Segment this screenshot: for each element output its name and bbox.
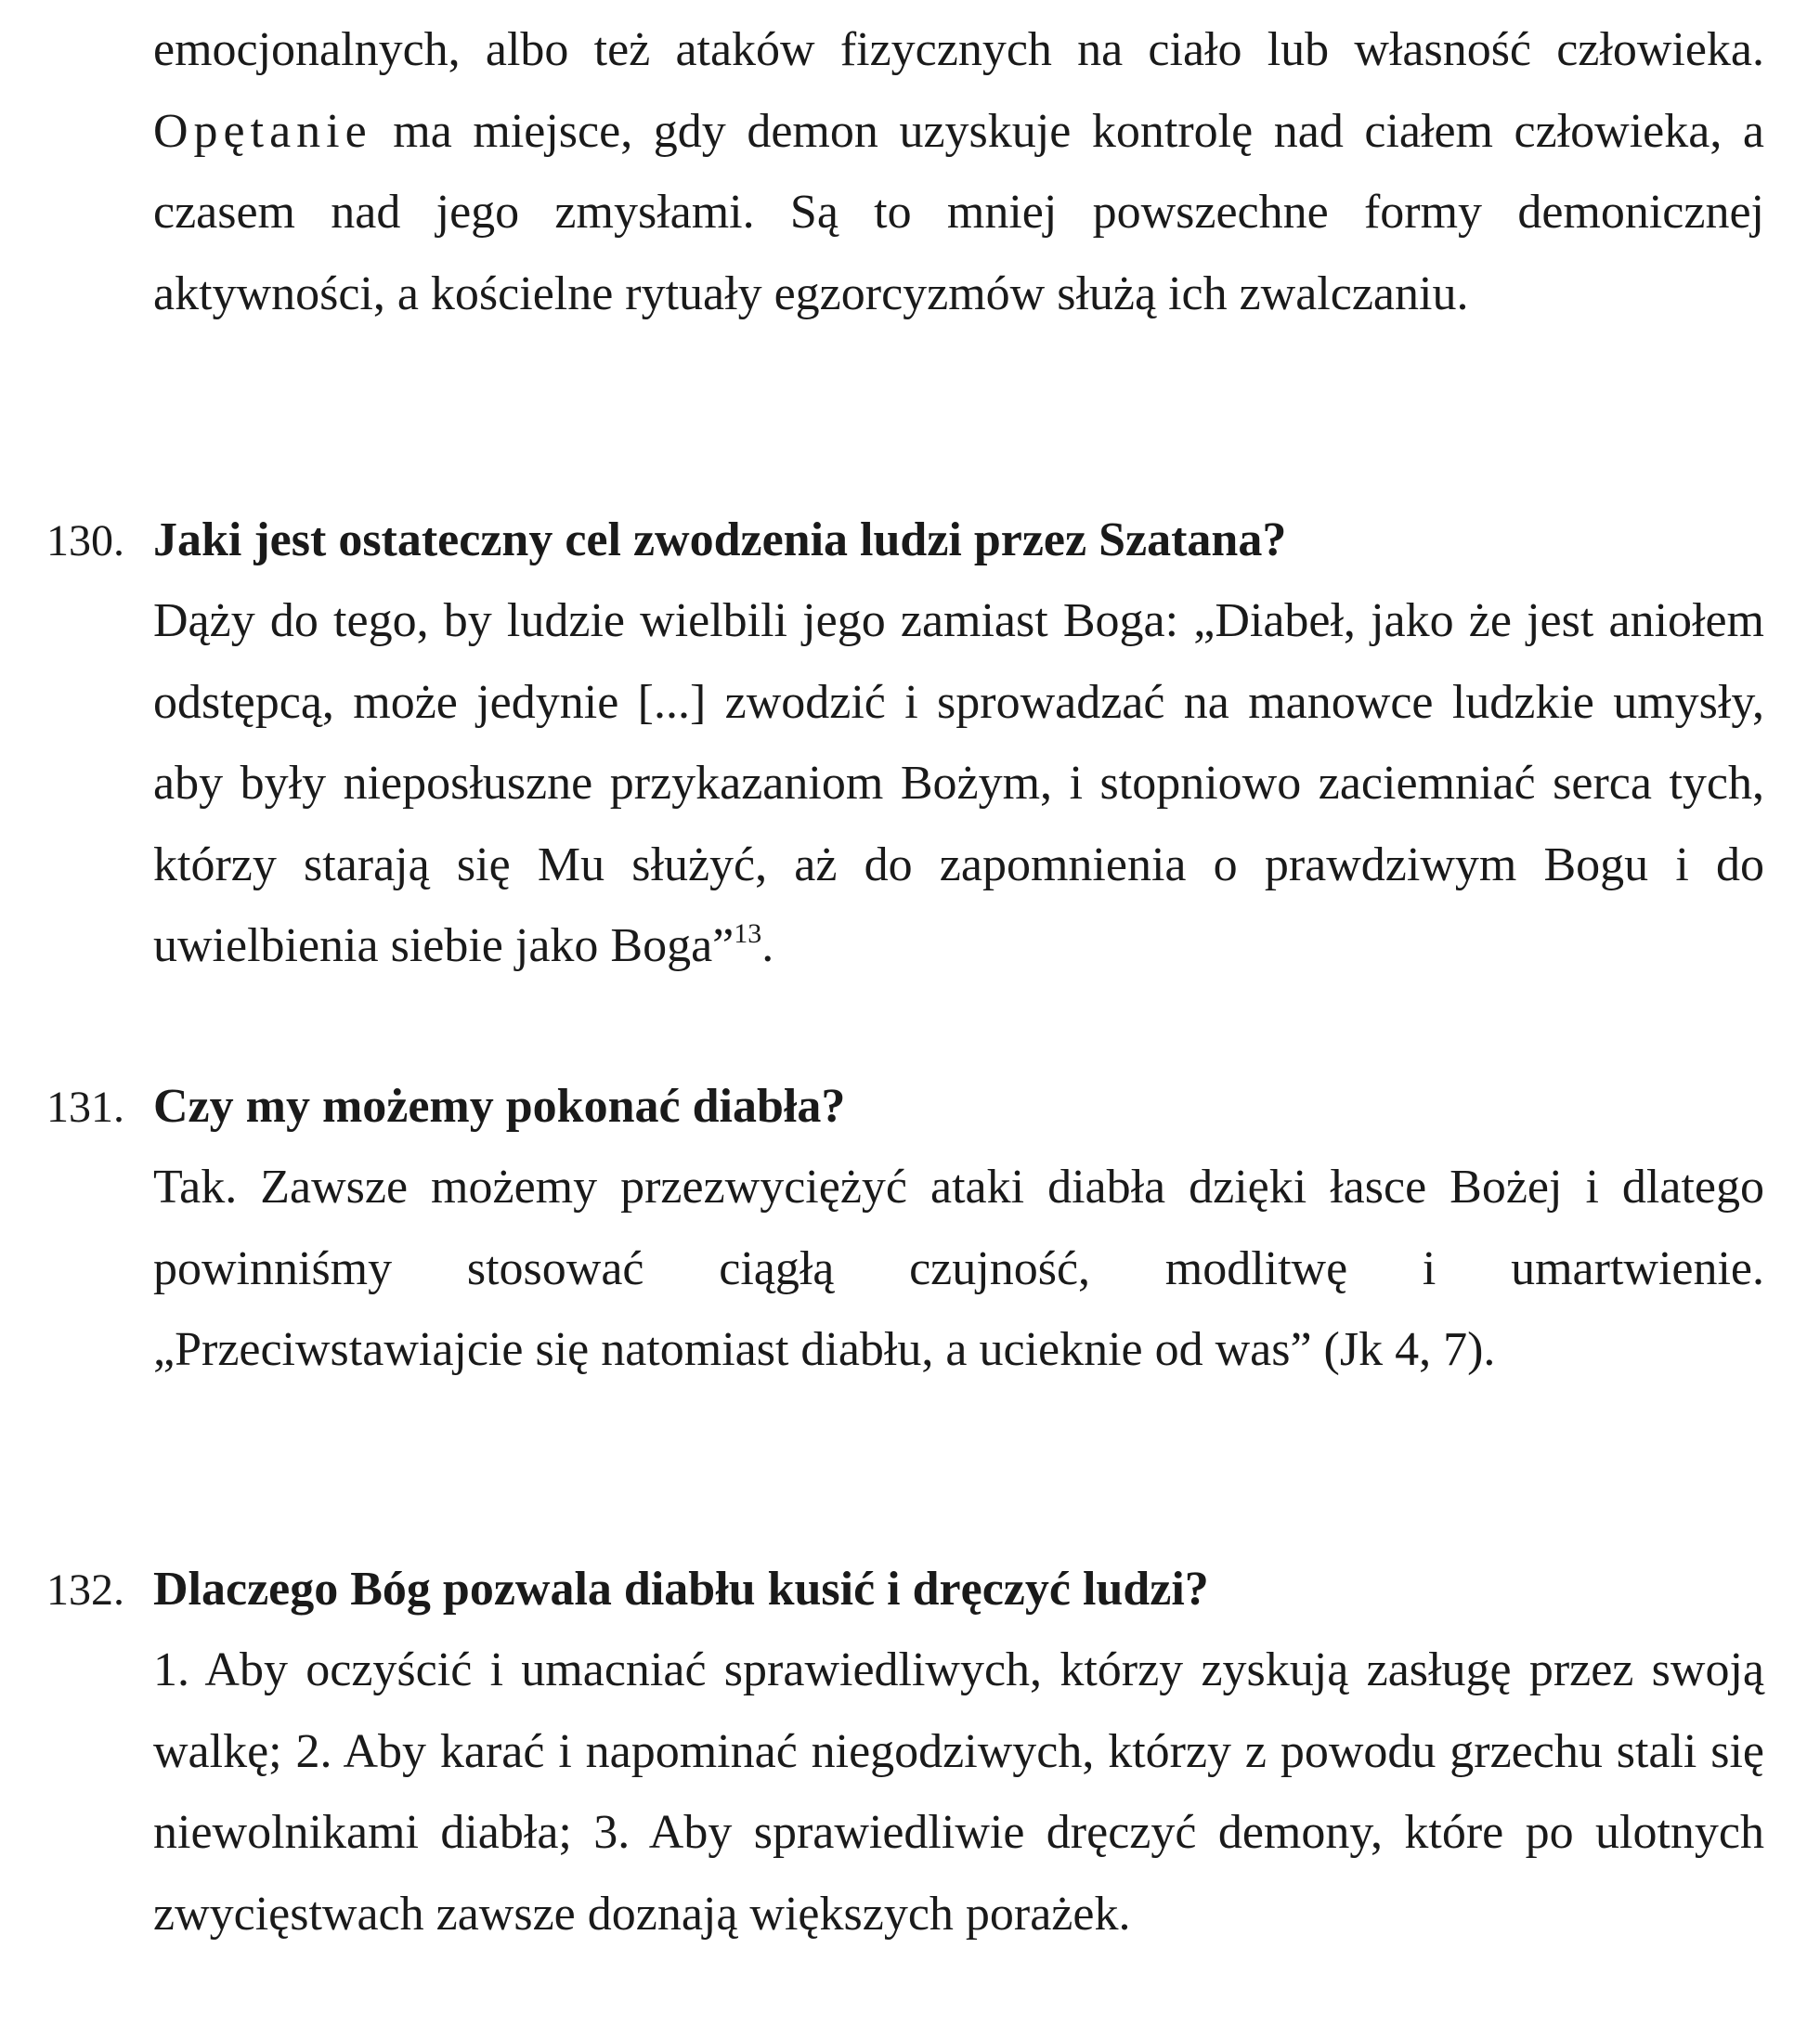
answer-text: Dąży do tego, by ludzie wielbili jego zamiast Boga: „Diabeł, jako że jest aniołem odstępcą, może jedynie [...] zwodzić i sprowadzać na manowce ludzkie umysły, aby były nieposłuszne przykazaniom Bożym, i stopniowo zaciemniać serca tych, którzy starają się Mu służyć, aż do zapomnienia o prawdziwym Bogu i do uwielbienia siebie jako Boga” [153, 594, 1764, 972]
question-number: 130. [46, 516, 124, 565]
question-number: 131. [46, 1083, 124, 1132]
question-131-answer [153, 1147, 1764, 1391]
intro-emphasis: Opętanie [153, 104, 372, 158]
question-130-heading [46, 500, 1764, 582]
answer-text: Tak. Zawsze możemy przezwyciężyć ataki diabła dzięki łasce Bożej i dlatego powinniśmy stosować ciągłą czujność, modlitwę i umartwienie. „Przeciwstawiajcie się natomiast diabłu, a ucieknie od was” (Jk 4, 7). [153, 1161, 1764, 1376]
question-title: Jaki jest ostateczny cel zwodzenia ludzi przez Szatana? [153, 513, 1287, 566]
intro-paragraph [153, 9, 1764, 334]
question-number: 132. [46, 1565, 124, 1615]
answer-text: 1. Aby oczyścić i umacniać sprawiedliwych, którzy zyskują zasługę przez swoją walkę; 2. Aby karać i napominać niegodziwych, którzy z powodu grzechu stali się niewolnikami diabła; 3. Aby sprawiedliwie dręczyć demony, które po ulotnych zwycięstwach zawsze doznają większych porażek. [153, 1643, 1764, 1941]
question-131-heading [46, 1066, 1764, 1149]
question-title: Czy my możemy pokonać diabła? [153, 1080, 846, 1133]
question-title: Dlaczego Bóg pozwala diabłu kusić i dręczyć ludzi? [153, 1563, 1209, 1616]
question-132-answer [153, 1630, 1764, 1955]
answer-end: . [761, 919, 774, 972]
intro-text-before: emocjonalnych, albo też ataków fizycznych na ciało lub własność człowieka. [153, 23, 1764, 76]
footnote-marker: 13 [734, 918, 762, 949]
intro-text-after: ma miejsce, gdy demon uzyskuje kontrolę nad ciałem człowieka, a czasem nad jego zmysłami. Są to mniej powszechne formy demonicznej aktywności, a kościelne rytuały egzorcyzmów służą ich zwalczaniu. [153, 104, 1764, 320]
question-132-heading [46, 1549, 1764, 1631]
question-130-answer [153, 580, 1764, 987]
